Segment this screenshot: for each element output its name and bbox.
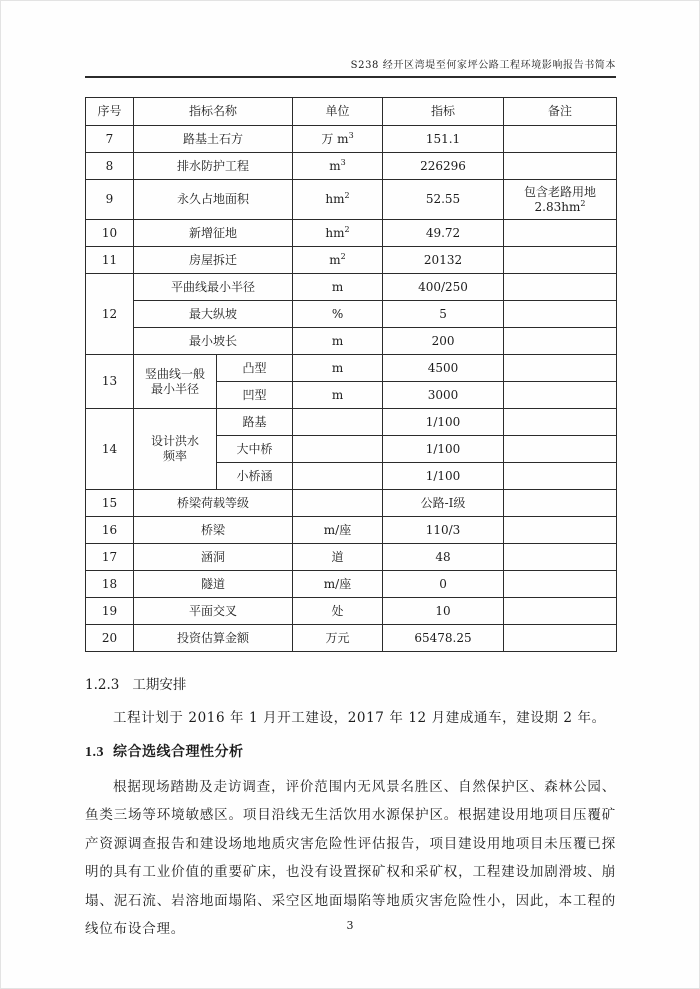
remark-cell	[504, 247, 617, 274]
name-cell: 平曲线最小半径	[134, 274, 293, 301]
paragraph-schedule: 工程计划于 2016 年 1 月开工建设，2017 年 12 月建成通车，建设期 2 年。	[113, 710, 606, 726]
name-cell: 路基土石方	[134, 126, 293, 153]
value-cell: 65478.25	[383, 625, 504, 652]
value-cell: 48	[383, 544, 504, 571]
section-title: 综合选线合理性分析	[113, 743, 244, 759]
unit-text: m	[329, 158, 341, 173]
remark-line: 包含老路用地	[524, 184, 597, 199]
section-title: 工期安排	[132, 677, 187, 693]
seq-cell: 9	[86, 180, 134, 220]
unit-superscript: 2	[340, 251, 346, 261]
unit-cell	[293, 463, 383, 490]
remark-cell	[504, 544, 617, 571]
value-cell: 151.1	[383, 126, 504, 153]
seq-cell: 14	[86, 409, 134, 490]
subname-cell: 凸型	[217, 355, 293, 382]
page-number: 3	[346, 919, 354, 932]
value-cell: 1/100	[383, 463, 504, 490]
name-cell: 永久占地面积	[134, 180, 293, 220]
seq-cell: 8	[86, 153, 134, 180]
table-header-row	[86, 98, 617, 126]
value-cell: 200	[383, 328, 504, 355]
remark-cell	[504, 220, 617, 247]
remark-cell	[504, 180, 617, 220]
name-group-cell	[134, 355, 217, 409]
remark-cell	[504, 436, 617, 463]
name-cell: 桥梁荷载等级	[134, 490, 293, 517]
unit-superscript: 3	[348, 130, 354, 140]
name-cell: 房屋拆迁	[134, 247, 293, 274]
value-cell: 1/100	[383, 409, 504, 436]
value-cell: 226296	[383, 153, 504, 180]
header-remark: 备注	[504, 98, 617, 126]
name-cell: 最大纵坡	[134, 301, 293, 328]
remark-line	[506, 200, 614, 215]
name-cell: 桥梁	[134, 517, 293, 544]
seq-cell: 11	[86, 247, 134, 274]
table-row	[86, 301, 617, 328]
name-cell: 最小坡长	[134, 328, 293, 355]
table-row	[86, 409, 617, 436]
value-cell: 10	[383, 598, 504, 625]
unit-text: hm	[325, 225, 345, 240]
unit-cell	[293, 436, 383, 463]
remark-cell	[504, 598, 617, 625]
seq-cell: 19	[86, 598, 134, 625]
value-cell: 3000	[383, 382, 504, 409]
seq-cell: 10	[86, 220, 134, 247]
unit-superscript: 3	[340, 157, 346, 167]
seq-cell: 7	[86, 126, 134, 153]
name-group-cell	[134, 409, 217, 490]
value-cell: 400/250	[383, 274, 504, 301]
value-cell: 110/3	[383, 517, 504, 544]
unit-cell	[293, 220, 383, 247]
unit-cell: m	[293, 355, 383, 382]
seq-cell: 16	[86, 517, 134, 544]
running-header	[85, 56, 616, 78]
remark-cell	[504, 625, 617, 652]
value-cell: 5	[383, 301, 504, 328]
header-unit: 单位	[293, 98, 383, 126]
unit-cell	[293, 409, 383, 436]
unit-cell	[293, 180, 383, 220]
remark-cell	[504, 355, 617, 382]
remark-cell	[504, 126, 617, 153]
indicator-table	[85, 97, 617, 652]
unit-cell: m/座	[293, 517, 383, 544]
unit-cell: 道	[293, 544, 383, 571]
table-row	[86, 571, 617, 598]
value-cell: 49.72	[383, 220, 504, 247]
seq-cell: 20	[86, 625, 134, 652]
name-cell: 涵洞	[134, 544, 293, 571]
section-number: 1.3	[85, 745, 104, 760]
subname-cell: 路基	[217, 409, 293, 436]
remark-superscript: 2	[580, 198, 586, 208]
table-row	[86, 274, 617, 301]
remark-cell	[504, 517, 617, 544]
name-group-line: 最小半径	[150, 381, 199, 396]
table-row	[86, 355, 617, 382]
unit-cell: m	[293, 328, 383, 355]
name-cell: 新增征地	[134, 220, 293, 247]
remark-cell	[504, 301, 617, 328]
table-row	[86, 490, 617, 517]
name-cell: 隧道	[134, 571, 293, 598]
header-no: 序号	[86, 98, 134, 126]
remark-cell	[504, 571, 617, 598]
table-row	[86, 247, 617, 274]
unit-text: hm	[325, 192, 345, 206]
paragraph-route-analysis: 根据现场踏勘及走访调查，评价范围内无风景名胜区、自然保护区、森林公园、鱼类三场等环境敏感区。项目沿线无生活饮用水源保护区。根据建设用地项目压覆矿产资源调查报告和建设场地地质灾害危险性评估报告，项目建设用地项目未压覆已探明的具有工业价值的重要矿床，也没有设置探矿权和采矿权，工程建设加剧滑坡、崩塌、泥石流、岩溶地面塌陷、采空区地面塌陷等地质灾害危险性小，因此，本工程的线位布设合理。	[85, 779, 616, 938]
unit-superscript: 2	[344, 224, 350, 234]
section-heading-13	[85, 741, 616, 761]
remark-cell	[504, 274, 617, 301]
unit-cell: m	[293, 382, 383, 409]
remark-text: 2.83hm	[534, 199, 581, 214]
name-group-line: 设计洪水	[150, 434, 199, 448]
subname-cell: 大中桥	[217, 436, 293, 463]
table-row	[86, 328, 617, 355]
value-cell: 4500	[383, 355, 504, 382]
document-content	[85, 56, 616, 943]
subname-cell: 凹型	[217, 382, 293, 409]
table-row	[86, 180, 617, 220]
value-cell: 1/100	[383, 436, 504, 463]
unit-cell: 万元	[293, 625, 383, 652]
table-row	[86, 625, 617, 652]
value-cell: 52.55	[383, 180, 504, 220]
unit-cell: m/座	[293, 571, 383, 598]
table-row	[86, 544, 617, 571]
remark-cell	[504, 463, 617, 490]
unit-cell	[293, 153, 383, 180]
name-cell: 平面交叉	[134, 598, 293, 625]
unit-cell	[293, 490, 383, 517]
seq-cell: 18	[86, 571, 134, 598]
unit-text: 万 m	[321, 131, 349, 146]
header-name: 指标名称	[134, 98, 293, 126]
table-row	[86, 220, 617, 247]
name-cell: 排水防护工程	[134, 153, 293, 180]
section-heading-123	[85, 673, 616, 693]
value-cell: 0	[383, 571, 504, 598]
value-cell: 20132	[383, 247, 504, 274]
seq-cell: 15	[86, 490, 134, 517]
remark-cell	[504, 409, 617, 436]
unit-cell: 处	[293, 598, 383, 625]
table-row	[86, 598, 617, 625]
seq-cell: 12	[86, 274, 134, 355]
remark-cell	[504, 328, 617, 355]
unit-text: m	[329, 252, 341, 267]
subname-cell: 小桥涵	[217, 463, 293, 490]
name-cell: 投资估算金额	[134, 625, 293, 652]
seq-cell: 17	[86, 544, 134, 571]
table-row	[86, 517, 617, 544]
report-title: S238 经开区湾堤至何家坪公路工程环境影响报告书简本	[350, 60, 616, 71]
value-cell: 公路-Ⅰ级	[383, 490, 504, 517]
remark-cell	[504, 490, 617, 517]
unit-cell	[293, 247, 383, 274]
section-number: 1.2.3	[85, 677, 120, 693]
name-group-line: 竖曲线一般	[144, 366, 205, 381]
unit-cell	[293, 126, 383, 153]
header-value: 指标	[383, 98, 504, 126]
table-row	[86, 126, 617, 153]
remark-cell	[504, 153, 617, 180]
name-group-line: 频率	[162, 449, 187, 463]
table-row	[86, 153, 617, 180]
unit-superscript: 2	[344, 191, 350, 200]
unit-cell: m	[293, 274, 383, 301]
seq-cell: 13	[86, 355, 134, 409]
unit-cell: %	[293, 301, 383, 328]
remark-cell	[504, 382, 617, 409]
